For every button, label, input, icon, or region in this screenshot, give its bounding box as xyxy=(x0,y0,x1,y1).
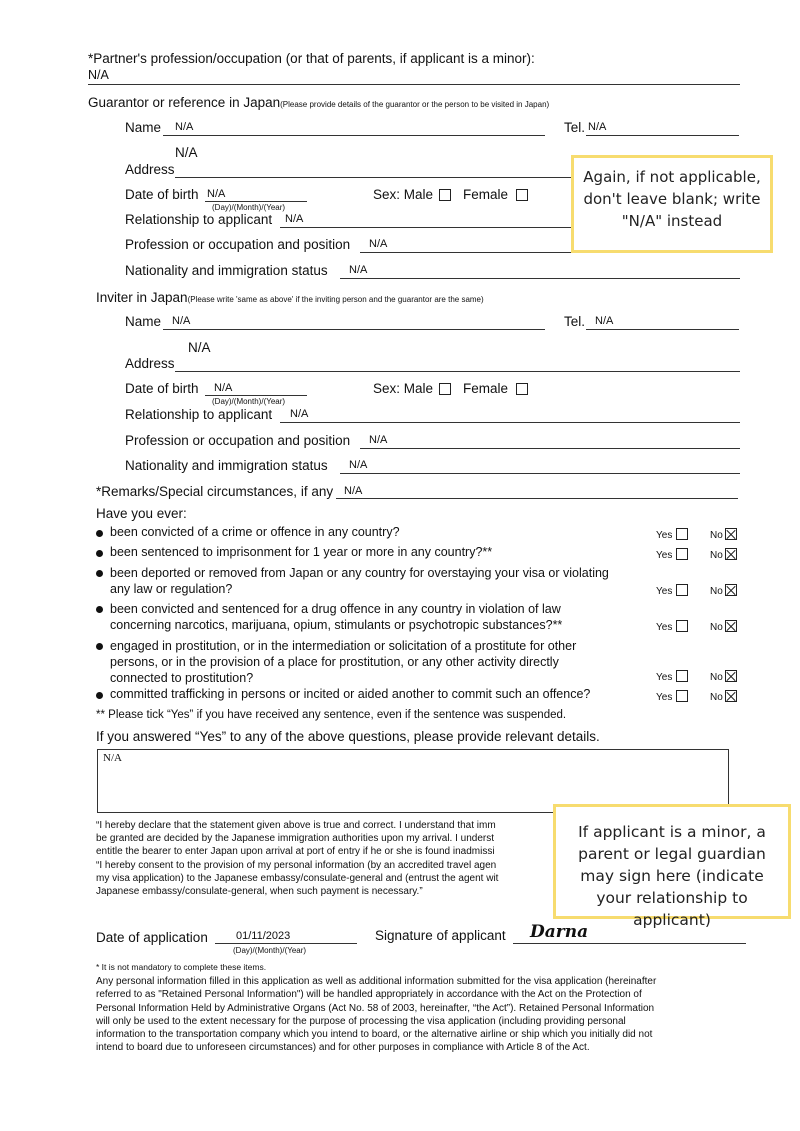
inviter-female-checkbox[interactable] xyxy=(516,383,528,395)
signature-value[interactable]: Darna xyxy=(530,922,589,942)
questions-footnote: ** Please tick “Yes” if you have received any sentence, even if the sentence was suspended. xyxy=(96,709,567,721)
inviter-address-value[interactable]: N/A xyxy=(188,340,211,355)
question-3-yes-label: Yes xyxy=(656,586,673,597)
guarantor-nationality-value[interactable]: N/A xyxy=(349,264,368,276)
guarantor-male-checkbox[interactable] xyxy=(439,189,451,201)
signature-label: Signature of applicant xyxy=(375,928,506,943)
inviter-address-line xyxy=(175,371,740,372)
guarantor-profession-label: Profession or occupation and position xyxy=(125,237,351,252)
inviter-profession-label: Profession or occupation and position xyxy=(125,433,351,448)
partner-line xyxy=(88,84,740,85)
inviter-address-label: Address xyxy=(125,356,175,371)
question-5-text: engaged in prostitution, or in the intermediation or solicitation of a prostitute for other persons, or in the provision of a place for prostitution, or any other activity directly connected to prostitution? xyxy=(110,638,600,686)
remarks-value[interactable]: N/A xyxy=(344,485,363,497)
guarantor-relationship-label: Relationship to applicant xyxy=(125,212,273,227)
guarantor-dob-line xyxy=(205,201,307,202)
guarantor-relationship-line xyxy=(280,227,575,228)
question-5-yes-checkbox[interactable] xyxy=(676,670,688,682)
inviter-heading: Inviter in Japan(Please write 'same as above' if the inviting person and the guarantor are the same) xyxy=(96,290,484,305)
application-date-format: (Day)/(Month)/(Year) xyxy=(233,946,307,955)
not-mandatory-note: * It is not mandatory to complete these items. xyxy=(96,962,267,972)
question-6-yes-checkbox[interactable] xyxy=(676,690,688,702)
inviter-female-label: Female xyxy=(463,381,509,396)
inviter-tel-label: Tel. xyxy=(564,314,586,329)
inviter-nationality-label: Nationality and immigration status xyxy=(125,458,328,473)
guarantor-name-line xyxy=(163,135,545,136)
question-2-yes-checkbox[interactable] xyxy=(676,548,688,560)
na-annotation-note: Again, if not applicable, don't leave blank; write "N/A" instead xyxy=(571,155,773,253)
question-1-text: been convicted of a crime or offence in any country? xyxy=(110,525,630,539)
signature-line xyxy=(513,943,746,944)
question-1-no-label: No xyxy=(710,530,723,541)
application-date-value[interactable]: 01/11/2023 xyxy=(236,930,291,942)
declaration-text: “I hereby declare that the statement given above is true and correct. I understand that imm be granted are decided by the Japanese immigration authorities upon my arrival. I underst entitle the bearer to enter Japan upon arrival at port of entry if he or she is found inadmissi “I hereby consent to the provision of my personal information (by an accredited travel agen my visa application) to the Japanese embassy/consulate-general and (entrust the agent wit Japanese embassy/consulate-general, when such payment is necessary.” xyxy=(96,820,499,898)
inviter-profession-value[interactable]: N/A xyxy=(369,434,388,446)
remarks-line xyxy=(336,498,738,499)
guarantor-tel-label: Tel. xyxy=(564,120,586,135)
inviter-sex-label: Sex: Male xyxy=(373,381,434,396)
question-6-text: committed trafficking in persons or incited or aided another to commit such an offence? xyxy=(110,687,630,701)
inviter-dob-line xyxy=(205,395,307,396)
question-5-no-label: No xyxy=(710,672,723,683)
inviter-dob-value[interactable]: N/A xyxy=(214,382,233,394)
inviter-nationality-value[interactable]: N/A xyxy=(349,459,368,471)
inviter-dob-label: Date of birth xyxy=(125,381,199,396)
inviter-name-line xyxy=(163,329,545,330)
details-heading: If you answered “Yes” to any of the above questions, please provide relevant details. xyxy=(96,729,600,744)
question-2-no-checkbox[interactable] xyxy=(725,548,737,560)
guarantor-dob-label: Date of birth xyxy=(125,187,199,202)
guarantor-female-checkbox[interactable] xyxy=(516,189,528,201)
details-value: N/A xyxy=(103,752,122,764)
guarantor-tel-value[interactable]: N/A xyxy=(588,121,607,133)
inviter-name-value[interactable]: N/A xyxy=(172,315,191,327)
question-2-no-label: No xyxy=(710,550,723,561)
question-5-no-checkbox[interactable] xyxy=(725,670,737,682)
guarantor-female-label: Female xyxy=(463,187,509,202)
question-6-no-label: No xyxy=(710,692,723,703)
question-3-no-label: No xyxy=(710,586,723,597)
inviter-profession-line xyxy=(360,448,740,449)
question-3-yes-checkbox[interactable] xyxy=(676,584,688,596)
guarantor-heading: Guarantor or reference in Japan(Please provide details of the guarantor or the person to be visited in Japan) xyxy=(88,95,550,110)
question-6-no-checkbox[interactable] xyxy=(725,690,737,702)
inviter-relationship-label: Relationship to applicant xyxy=(125,407,273,422)
guarantor-nationality-label: Nationality and immigration status xyxy=(125,263,328,278)
guarantor-tel-line xyxy=(586,135,739,136)
question-1-yes-label: Yes xyxy=(656,530,673,541)
guarantor-dob-value[interactable]: N/A xyxy=(207,188,226,200)
inviter-relationship-value[interactable]: N/A xyxy=(290,408,309,420)
question-1-yes-checkbox[interactable] xyxy=(676,528,688,540)
inviter-nationality-line xyxy=(340,473,740,474)
question-4-no-label: No xyxy=(710,622,723,633)
privacy-notice: Any personal information filled in this application as well as additional information submitted for the visa application (hereinafter referred to as "Retained Personal Information") will be handled appropriately in accordance with the Act on the Protection of Personal Information Held by Administrative Organs (Act No. 58 of 2003, hereinafter, “the Act”). Retained Personal Information will only be used to the extent necessary for the purpose of processing the visa application (including providing personal information to the transportation company which you intend to board, or the alternative airline or ship which you initially did not intend to board due to unforeseen circumstances) and for other purposes in compliance with Article 8 of the Act. xyxy=(96,976,657,1054)
application-date-label: Date of application xyxy=(96,930,208,945)
guarantor-dob-format: (Day)/(Month)/(Year) xyxy=(212,203,286,212)
guarantor-name-label: Name xyxy=(125,120,162,135)
question-5-yes-label: Yes xyxy=(656,672,673,683)
question-6-yes-label: Yes xyxy=(656,692,673,703)
minor-annotation-note: If applicant is a minor, a parent or legal guardian may sign here (indicate your relationship to applicant) xyxy=(553,804,791,919)
question-4-yes-label: Yes xyxy=(656,622,673,633)
questions-heading: Have you ever: xyxy=(96,506,187,521)
inviter-name-label: Name xyxy=(125,314,162,329)
guarantor-address-label: Address xyxy=(125,162,175,177)
remarks-label: *Remarks/Special circumstances, if any xyxy=(96,484,334,499)
inviter-male-checkbox[interactable] xyxy=(439,383,451,395)
inviter-dob-format: (Day)/(Month)/(Year) xyxy=(212,397,286,406)
question-4-no-checkbox[interactable] xyxy=(725,620,737,632)
question-2-text: been sentenced to imprisonment for 1 year or more in any country?** xyxy=(110,545,630,559)
guarantor-profession-value[interactable]: N/A xyxy=(369,238,388,250)
question-3-text: been deported or removed from Japan or any country for overstaying your visa or violating any law or regulation? xyxy=(110,565,630,597)
guarantor-address-value[interactable]: N/A xyxy=(175,145,198,160)
guarantor-name-value[interactable]: N/A xyxy=(175,121,194,133)
question-3-no-checkbox[interactable] xyxy=(725,584,737,596)
inviter-tel-value[interactable]: N/A xyxy=(595,315,614,327)
partner-value[interactable]: N/A xyxy=(88,68,109,82)
guarantor-sex-label: Sex: Male xyxy=(373,187,434,202)
guarantor-relationship-value[interactable]: N/A xyxy=(285,213,304,225)
guarantor-address-line xyxy=(175,177,575,178)
partner-label: *Partner's profession/occupation (or that of parents, if applicant is a minor): xyxy=(88,51,535,66)
guarantor-nationality-line xyxy=(340,278,740,279)
question-4-yes-checkbox[interactable] xyxy=(676,620,688,632)
inviter-relationship-line xyxy=(280,422,740,423)
application-date-line xyxy=(215,943,357,944)
inviter-tel-line xyxy=(586,329,739,330)
question-4-text: been convicted and sentenced for a drug offence in any country in violation of law concerning narcotics, marijuana, opium, stimulants or psychotropic substances?** xyxy=(110,601,580,633)
question-2-yes-label: Yes xyxy=(656,550,673,561)
question-1-no-checkbox[interactable] xyxy=(725,528,737,540)
